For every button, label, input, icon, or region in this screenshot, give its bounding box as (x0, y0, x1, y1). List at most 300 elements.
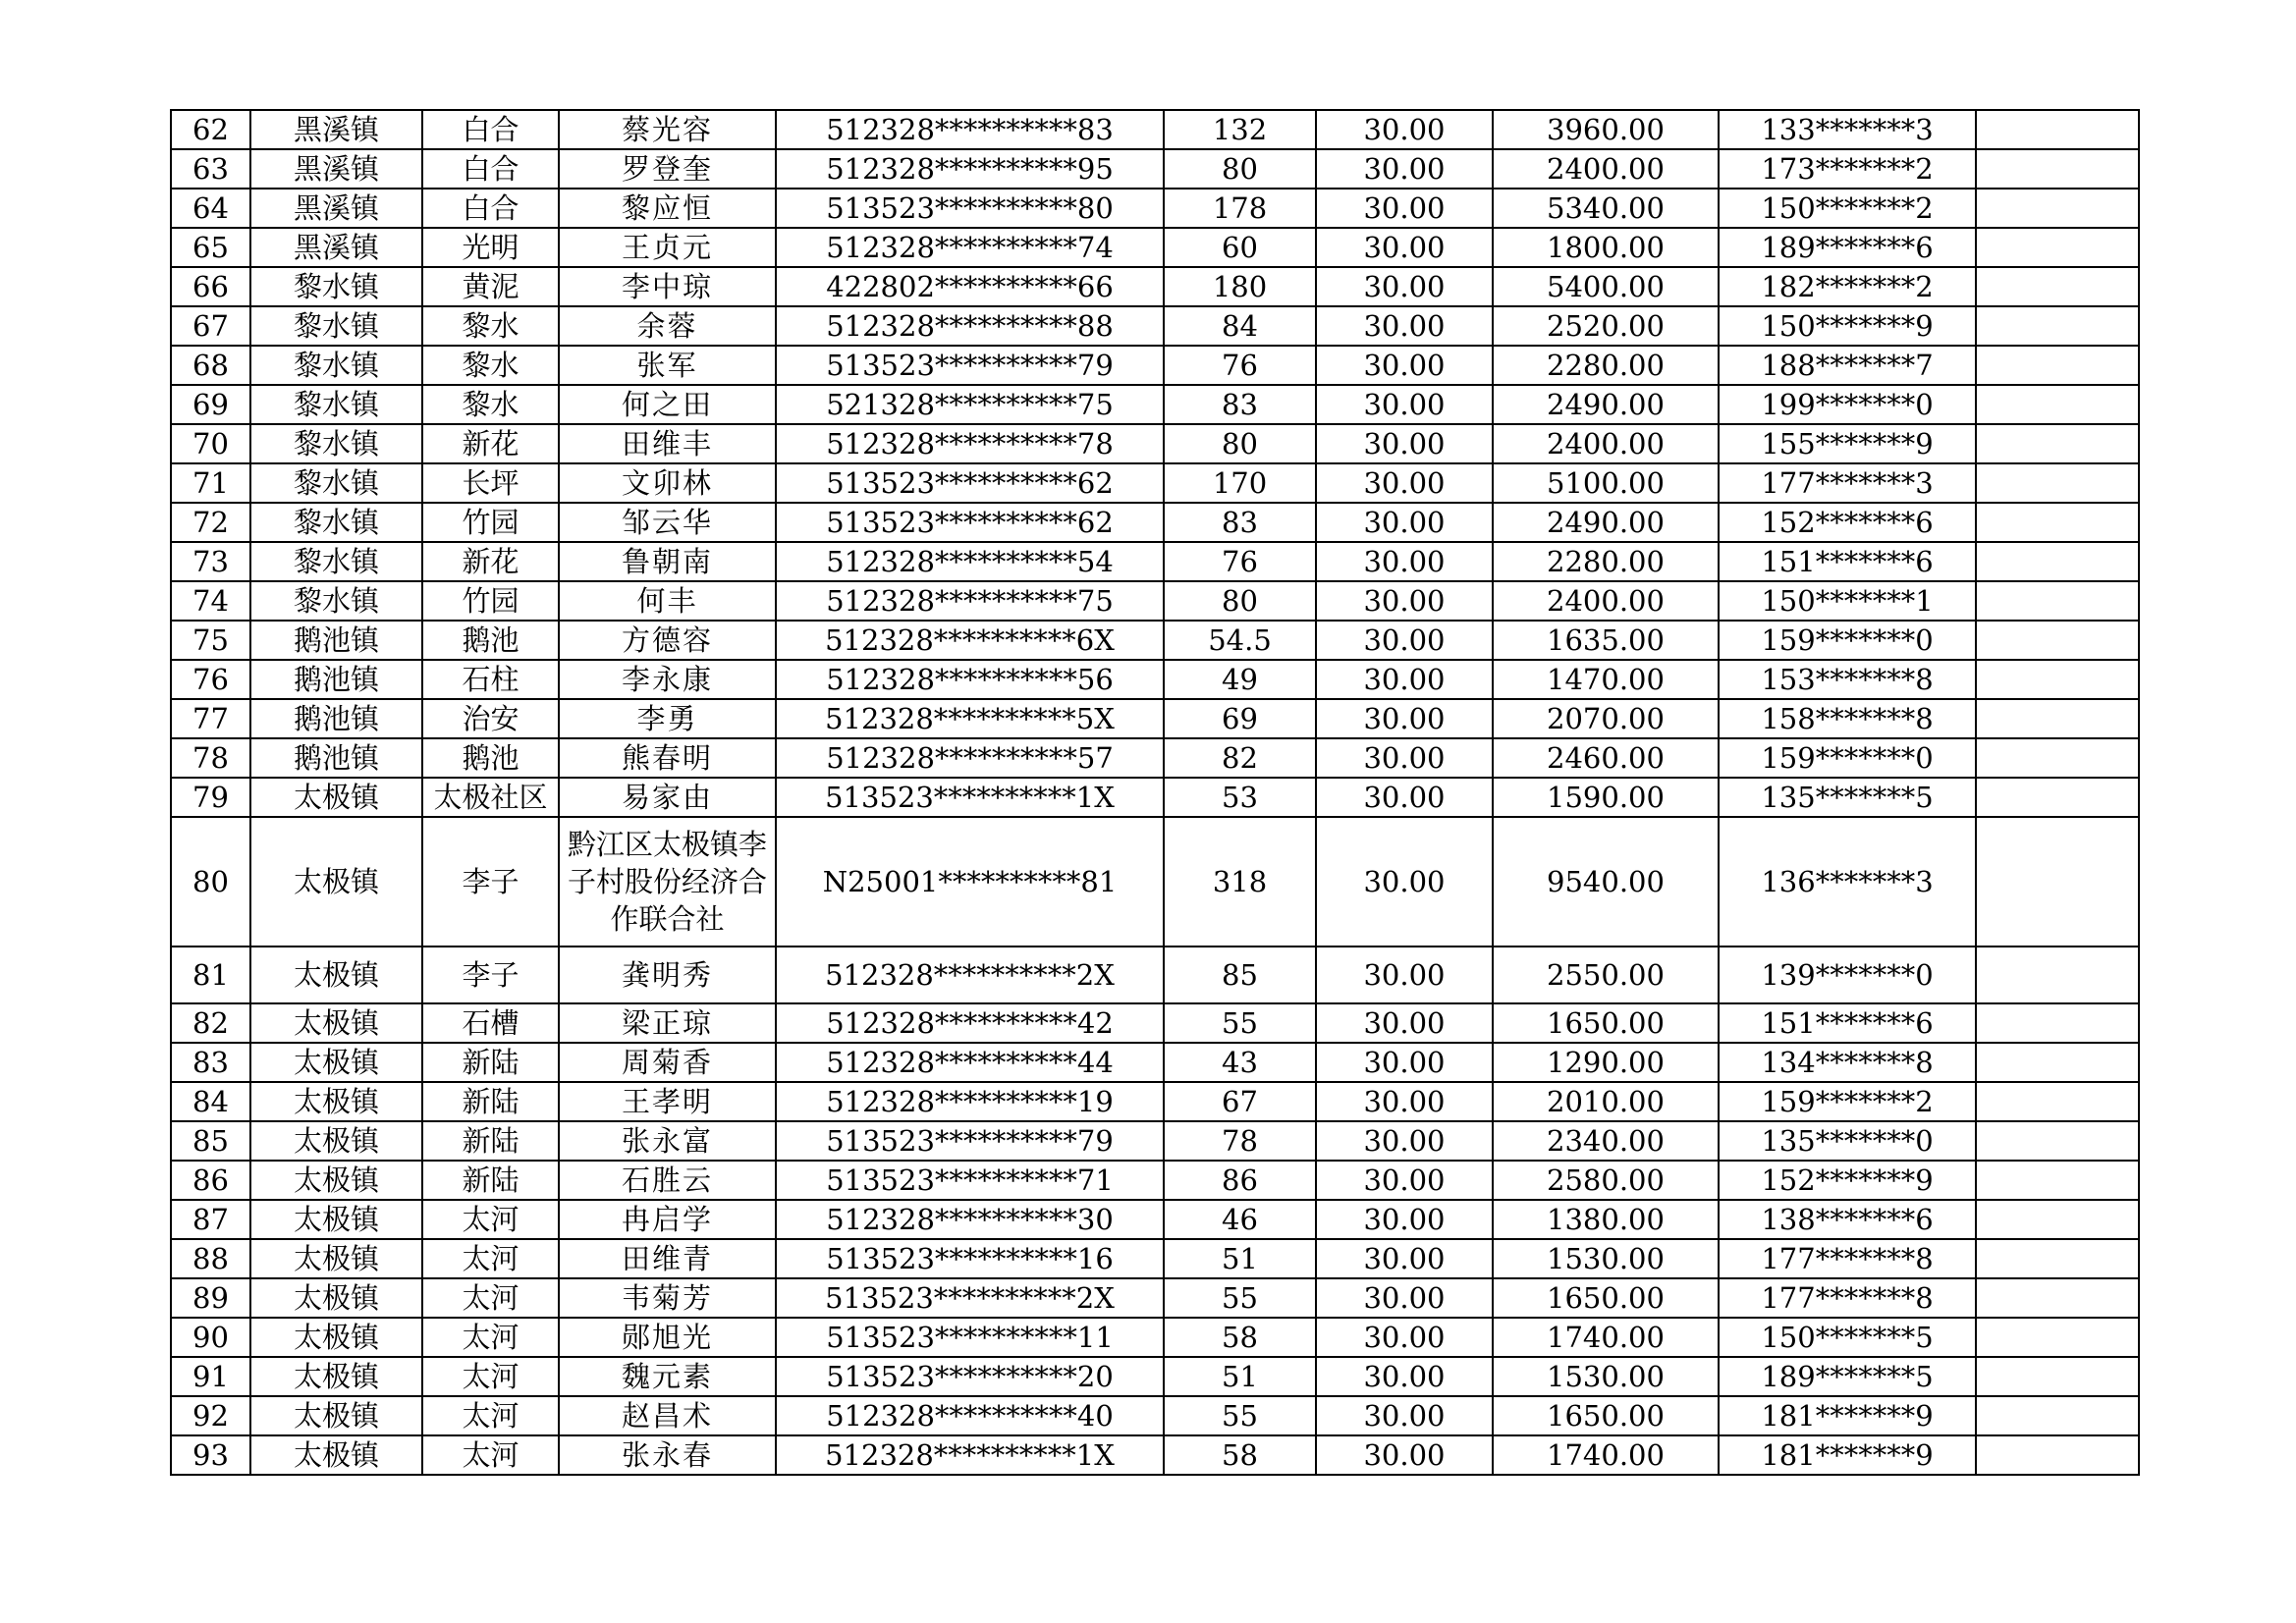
cell-unit-price: 30.00 (1316, 1239, 1493, 1278)
cell-phone: 135*******0 (1719, 1121, 1976, 1161)
cell-phone: 151*******6 (1719, 1003, 1976, 1043)
cell-village: 太河 (422, 1278, 559, 1318)
cell-remark (1976, 1278, 2139, 1318)
cell-remark (1976, 1082, 2139, 1121)
cell-town: 黑溪镇 (250, 110, 422, 149)
cell-area: 80 (1164, 149, 1316, 189)
cell-name: 张军 (559, 346, 776, 385)
cell-row-number: 73 (171, 542, 250, 581)
cell-id-number: 512328**********74 (776, 228, 1164, 267)
cell-phone: 133*******3 (1719, 110, 1976, 149)
cell-name: 鲁朝南 (559, 542, 776, 581)
cell-village: 太河 (422, 1239, 559, 1278)
cell-row-number: 92 (171, 1396, 250, 1435)
cell-name: 石胜云 (559, 1161, 776, 1200)
cell-unit-price: 30.00 (1316, 110, 1493, 149)
cell-id-number: 512328**********40 (776, 1396, 1164, 1435)
cell-unit-price: 30.00 (1316, 947, 1493, 1003)
cell-amount: 1290.00 (1493, 1043, 1719, 1082)
cell-phone: 181*******9 (1719, 1435, 1976, 1475)
table-row (171, 306, 2139, 346)
cell-unit-price: 30.00 (1316, 542, 1493, 581)
roster-body (171, 110, 2139, 1475)
cell-town: 太极镇 (250, 1357, 422, 1396)
cell-phone: 155*******9 (1719, 424, 1976, 463)
cell-phone: 136*******3 (1719, 817, 1976, 947)
table-row (171, 1121, 2139, 1161)
cell-village: 竹园 (422, 503, 559, 542)
cell-phone: 177*******3 (1719, 463, 1976, 503)
cell-village: 白合 (422, 110, 559, 149)
cell-village: 新陆 (422, 1043, 559, 1082)
cell-village: 新陆 (422, 1121, 559, 1161)
cell-row-number: 72 (171, 503, 250, 542)
cell-unit-price: 30.00 (1316, 778, 1493, 817)
cell-area: 76 (1164, 346, 1316, 385)
cell-village: 治安 (422, 699, 559, 738)
cell-town: 太极镇 (250, 1121, 422, 1161)
cell-row-number: 75 (171, 621, 250, 660)
cell-area: 318 (1164, 817, 1316, 947)
table-row (171, 738, 2139, 778)
cell-amount: 1470.00 (1493, 660, 1719, 699)
cell-name: 王孝明 (559, 1082, 776, 1121)
cell-name: 赵昌术 (559, 1396, 776, 1435)
cell-unit-price: 30.00 (1316, 503, 1493, 542)
table-row (171, 346, 2139, 385)
cell-row-number: 78 (171, 738, 250, 778)
cell-id-number: 513523**********11 (776, 1318, 1164, 1357)
cell-amount: 1800.00 (1493, 228, 1719, 267)
cell-unit-price: 30.00 (1316, 817, 1493, 947)
table-row (171, 1161, 2139, 1200)
cell-id-number: 512328**********42 (776, 1003, 1164, 1043)
cell-name: 蔡光容 (559, 110, 776, 149)
table-row (171, 621, 2139, 660)
cell-amount: 1740.00 (1493, 1318, 1719, 1357)
cell-row-number: 70 (171, 424, 250, 463)
cell-amount: 2580.00 (1493, 1161, 1719, 1200)
table-row (171, 660, 2139, 699)
cell-remark (1976, 1161, 2139, 1200)
cell-area: 82 (1164, 738, 1316, 778)
cell-village: 太河 (422, 1357, 559, 1396)
cell-area: 46 (1164, 1200, 1316, 1239)
cell-id-number: 512328**********2X (776, 947, 1164, 1003)
cell-id-number: 513523**********62 (776, 503, 1164, 542)
table-row (171, 149, 2139, 189)
cell-unit-price: 30.00 (1316, 699, 1493, 738)
cell-area: 67 (1164, 1082, 1316, 1121)
cell-remark (1976, 385, 2139, 424)
cell-phone: 151*******6 (1719, 542, 1976, 581)
table-row (171, 581, 2139, 621)
cell-area: 170 (1164, 463, 1316, 503)
cell-amount: 2400.00 (1493, 581, 1719, 621)
cell-amount: 2340.00 (1493, 1121, 1719, 1161)
cell-town: 太极镇 (250, 1318, 422, 1357)
table-row (171, 778, 2139, 817)
cell-village: 白合 (422, 189, 559, 228)
cell-unit-price: 30.00 (1316, 1396, 1493, 1435)
cell-id-number: 513523**********16 (776, 1239, 1164, 1278)
cell-town: 黎水镇 (250, 267, 422, 306)
cell-row-number: 86 (171, 1161, 250, 1200)
cell-phone: 182*******2 (1719, 267, 1976, 306)
cell-row-number: 87 (171, 1200, 250, 1239)
cell-name: 魏元素 (559, 1357, 776, 1396)
cell-town: 太极镇 (250, 1200, 422, 1239)
cell-id-number: 513523**********71 (776, 1161, 1164, 1200)
cell-remark (1976, 306, 2139, 346)
cell-remark (1976, 228, 2139, 267)
cell-row-number: 64 (171, 189, 250, 228)
cell-phone: 150*******2 (1719, 189, 1976, 228)
cell-unit-price: 30.00 (1316, 738, 1493, 778)
cell-area: 51 (1164, 1357, 1316, 1396)
cell-area: 43 (1164, 1043, 1316, 1082)
cell-name: 韦菊芳 (559, 1278, 776, 1318)
table-row (171, 1357, 2139, 1396)
cell-id-number: 512328**********75 (776, 581, 1164, 621)
cell-amount: 1650.00 (1493, 1003, 1719, 1043)
cell-phone: 134*******8 (1719, 1043, 1976, 1082)
cell-town: 太极镇 (250, 817, 422, 947)
cell-amount: 1740.00 (1493, 1435, 1719, 1475)
cell-id-number: 521328**********75 (776, 385, 1164, 424)
cell-unit-price: 30.00 (1316, 346, 1493, 385)
cell-amount: 1380.00 (1493, 1200, 1719, 1239)
table-row (171, 189, 2139, 228)
cell-id-number: 513523**********79 (776, 1121, 1164, 1161)
cell-village: 长坪 (422, 463, 559, 503)
cell-area: 85 (1164, 947, 1316, 1003)
cell-village: 新花 (422, 542, 559, 581)
cell-town: 鹅池镇 (250, 699, 422, 738)
cell-phone: 150*******1 (1719, 581, 1976, 621)
cell-area: 53 (1164, 778, 1316, 817)
cell-town: 黑溪镇 (250, 189, 422, 228)
cell-unit-price: 30.00 (1316, 306, 1493, 346)
cell-remark (1976, 1435, 2139, 1475)
cell-amount: 2520.00 (1493, 306, 1719, 346)
cell-town: 太极镇 (250, 1043, 422, 1082)
cell-id-number: 512328**********78 (776, 424, 1164, 463)
table-row (171, 1082, 2139, 1121)
cell-amount: 1650.00 (1493, 1278, 1719, 1318)
cell-village: 太河 (422, 1200, 559, 1239)
cell-area: 58 (1164, 1318, 1316, 1357)
cell-row-number: 80 (171, 817, 250, 947)
cell-name: 张永春 (559, 1435, 776, 1475)
cell-remark (1976, 621, 2139, 660)
cell-remark (1976, 1200, 2139, 1239)
cell-town: 太极镇 (250, 1003, 422, 1043)
cell-id-number: 512328**********83 (776, 110, 1164, 149)
cell-area: 178 (1164, 189, 1316, 228)
table-row (171, 228, 2139, 267)
table-row (171, 1318, 2139, 1357)
table-row (171, 699, 2139, 738)
cell-phone: 135*******5 (1719, 778, 1976, 817)
table-row (171, 1200, 2139, 1239)
cell-area: 80 (1164, 424, 1316, 463)
table-row (171, 1239, 2139, 1278)
cell-unit-price: 30.00 (1316, 228, 1493, 267)
cell-amount: 5340.00 (1493, 189, 1719, 228)
cell-remark (1976, 267, 2139, 306)
cell-phone: 150*******5 (1719, 1318, 1976, 1357)
cell-area: 49 (1164, 660, 1316, 699)
cell-name: 文卯林 (559, 463, 776, 503)
cell-row-number: 66 (171, 267, 250, 306)
cell-phone: 152*******9 (1719, 1161, 1976, 1200)
cell-town: 鹅池镇 (250, 621, 422, 660)
cell-village: 新陆 (422, 1161, 559, 1200)
cell-town: 太极镇 (250, 1278, 422, 1318)
cell-id-number: 513523**********20 (776, 1357, 1164, 1396)
cell-name: 周菊香 (559, 1043, 776, 1082)
cell-area: 69 (1164, 699, 1316, 738)
cell-area: 55 (1164, 1278, 1316, 1318)
subsidy-roster-table (170, 109, 2140, 1476)
cell-row-number: 89 (171, 1278, 250, 1318)
cell-row-number: 63 (171, 149, 250, 189)
cell-town: 太极镇 (250, 778, 422, 817)
cell-area: 76 (1164, 542, 1316, 581)
cell-amount: 2070.00 (1493, 699, 1719, 738)
cell-village: 黎水 (422, 385, 559, 424)
cell-name: 黎应恒 (559, 189, 776, 228)
cell-remark (1976, 581, 2139, 621)
cell-unit-price: 30.00 (1316, 385, 1493, 424)
cell-town: 太极镇 (250, 1239, 422, 1278)
cell-town: 太极镇 (250, 947, 422, 1003)
cell-village: 黎水 (422, 346, 559, 385)
cell-amount: 2490.00 (1493, 385, 1719, 424)
cell-name: 龚明秀 (559, 947, 776, 1003)
table-row (171, 817, 2139, 947)
cell-name: 易家由 (559, 778, 776, 817)
cell-remark (1976, 189, 2139, 228)
cell-amount: 3960.00 (1493, 110, 1719, 149)
cell-phone: 177*******8 (1719, 1239, 1976, 1278)
cell-remark (1976, 778, 2139, 817)
cell-unit-price: 30.00 (1316, 424, 1493, 463)
table-row (171, 1396, 2139, 1435)
cell-unit-price: 30.00 (1316, 1121, 1493, 1161)
cell-id-number: 512328**********30 (776, 1200, 1164, 1239)
cell-row-number: 62 (171, 110, 250, 149)
cell-remark (1976, 699, 2139, 738)
table-row (171, 947, 2139, 1003)
cell-row-number: 85 (171, 1121, 250, 1161)
cell-phone: 177*******8 (1719, 1278, 1976, 1318)
cell-row-number: 76 (171, 660, 250, 699)
cell-id-number: 512328**********6X (776, 621, 1164, 660)
cell-remark (1976, 1396, 2139, 1435)
cell-unit-price: 30.00 (1316, 660, 1493, 699)
cell-id-number: 512328**********19 (776, 1082, 1164, 1121)
cell-area: 55 (1164, 1396, 1316, 1435)
cell-phone: 199*******0 (1719, 385, 1976, 424)
cell-unit-price: 30.00 (1316, 581, 1493, 621)
cell-row-number: 91 (171, 1357, 250, 1396)
cell-town: 黎水镇 (250, 463, 422, 503)
cell-unit-price: 30.00 (1316, 463, 1493, 503)
cell-name: 余蓉 (559, 306, 776, 346)
cell-amount: 2460.00 (1493, 738, 1719, 778)
cell-village: 黎水 (422, 306, 559, 346)
cell-phone: 159*******0 (1719, 621, 1976, 660)
cell-area: 180 (1164, 267, 1316, 306)
cell-name: 何之田 (559, 385, 776, 424)
cell-unit-price: 30.00 (1316, 1082, 1493, 1121)
cell-name: 梁正琼 (559, 1003, 776, 1043)
table-row (171, 463, 2139, 503)
cell-name: 邹云华 (559, 503, 776, 542)
cell-area: 54.5 (1164, 621, 1316, 660)
cell-town: 黎水镇 (250, 581, 422, 621)
table-row (171, 1435, 2139, 1475)
cell-village: 黄泥 (422, 267, 559, 306)
cell-row-number: 65 (171, 228, 250, 267)
cell-row-number: 77 (171, 699, 250, 738)
cell-id-number: 513523**********79 (776, 346, 1164, 385)
cell-id-number: 513523**********1X (776, 778, 1164, 817)
table-row (171, 424, 2139, 463)
cell-row-number: 90 (171, 1318, 250, 1357)
cell-amount: 2010.00 (1493, 1082, 1719, 1121)
cell-amount: 1590.00 (1493, 778, 1719, 817)
cell-id-number: 513523**********2X (776, 1278, 1164, 1318)
cell-phone: 159*******0 (1719, 738, 1976, 778)
cell-area: 84 (1164, 306, 1316, 346)
cell-amount: 1650.00 (1493, 1396, 1719, 1435)
cell-remark (1976, 503, 2139, 542)
cell-village: 李子 (422, 817, 559, 947)
cell-unit-price: 30.00 (1316, 1161, 1493, 1200)
cell-remark (1976, 947, 2139, 1003)
cell-id-number: 422802**********66 (776, 267, 1164, 306)
cell-name: 冉启学 (559, 1200, 776, 1239)
cell-area: 83 (1164, 385, 1316, 424)
cell-unit-price: 30.00 (1316, 189, 1493, 228)
cell-name: 李勇 (559, 699, 776, 738)
cell-phone: 159*******2 (1719, 1082, 1976, 1121)
cell-phone: 173*******2 (1719, 149, 1976, 189)
cell-phone: 138*******6 (1719, 1200, 1976, 1239)
table-row (171, 542, 2139, 581)
cell-amount: 1530.00 (1493, 1239, 1719, 1278)
cell-remark (1976, 1357, 2139, 1396)
cell-remark (1976, 738, 2139, 778)
cell-row-number: 74 (171, 581, 250, 621)
cell-phone: 150*******9 (1719, 306, 1976, 346)
cell-amount: 2400.00 (1493, 149, 1719, 189)
cell-amount: 5400.00 (1493, 267, 1719, 306)
cell-phone: 152*******6 (1719, 503, 1976, 542)
cell-village: 鹅池 (422, 621, 559, 660)
cell-remark (1976, 463, 2139, 503)
cell-area: 51 (1164, 1239, 1316, 1278)
cell-area: 83 (1164, 503, 1316, 542)
cell-amount: 2280.00 (1493, 346, 1719, 385)
cell-town: 黎水镇 (250, 385, 422, 424)
cell-area: 55 (1164, 1003, 1316, 1043)
cell-village: 新陆 (422, 1082, 559, 1121)
cell-unit-price: 30.00 (1316, 267, 1493, 306)
cell-name: 熊春明 (559, 738, 776, 778)
cell-id-number: 512328**********57 (776, 738, 1164, 778)
cell-unit-price: 30.00 (1316, 149, 1493, 189)
cell-id-number: 512328**********1X (776, 1435, 1164, 1475)
cell-phone: 139*******0 (1719, 947, 1976, 1003)
cell-row-number: 67 (171, 306, 250, 346)
cell-phone: 181*******9 (1719, 1396, 1976, 1435)
cell-phone: 153*******8 (1719, 660, 1976, 699)
cell-town: 太极镇 (250, 1435, 422, 1475)
cell-unit-price: 30.00 (1316, 1318, 1493, 1357)
cell-village: 光明 (422, 228, 559, 267)
cell-remark (1976, 424, 2139, 463)
cell-remark (1976, 346, 2139, 385)
cell-id-number: 512328**********44 (776, 1043, 1164, 1082)
cell-village: 太河 (422, 1396, 559, 1435)
cell-remark (1976, 1043, 2139, 1082)
cell-town: 黎水镇 (250, 306, 422, 346)
cell-phone: 188*******7 (1719, 346, 1976, 385)
cell-row-number: 69 (171, 385, 250, 424)
cell-town: 鹅池镇 (250, 660, 422, 699)
cell-row-number: 79 (171, 778, 250, 817)
cell-id-number: N25001**********81 (776, 817, 1164, 947)
cell-village: 太极社区 (422, 778, 559, 817)
cell-amount: 2550.00 (1493, 947, 1719, 1003)
cell-name: 田维青 (559, 1239, 776, 1278)
cell-remark (1976, 1239, 2139, 1278)
table-row (171, 1278, 2139, 1318)
cell-id-number: 512328**********54 (776, 542, 1164, 581)
cell-remark (1976, 817, 2139, 947)
cell-remark (1976, 660, 2139, 699)
cell-town: 黎水镇 (250, 503, 422, 542)
cell-town: 鹅池镇 (250, 738, 422, 778)
cell-remark (1976, 1121, 2139, 1161)
cell-area: 86 (1164, 1161, 1316, 1200)
cell-amount: 2400.00 (1493, 424, 1719, 463)
table-row (171, 110, 2139, 149)
cell-remark (1976, 542, 2139, 581)
cell-id-number: 512328**********95 (776, 149, 1164, 189)
cell-amount: 1635.00 (1493, 621, 1719, 660)
cell-remark (1976, 110, 2139, 149)
cell-id-number: 512328**********56 (776, 660, 1164, 699)
table-row (171, 1003, 2139, 1043)
cell-row-number: 82 (171, 1003, 250, 1043)
cell-amount: 5100.00 (1493, 463, 1719, 503)
cell-town: 太极镇 (250, 1082, 422, 1121)
cell-village: 鹅池 (422, 738, 559, 778)
cell-village: 太河 (422, 1435, 559, 1475)
cell-unit-price: 30.00 (1316, 1357, 1493, 1396)
cell-town: 太极镇 (250, 1396, 422, 1435)
cell-town: 黑溪镇 (250, 149, 422, 189)
cell-remark (1976, 149, 2139, 189)
cell-row-number: 68 (171, 346, 250, 385)
table-row (171, 503, 2139, 542)
cell-row-number: 83 (171, 1043, 250, 1082)
